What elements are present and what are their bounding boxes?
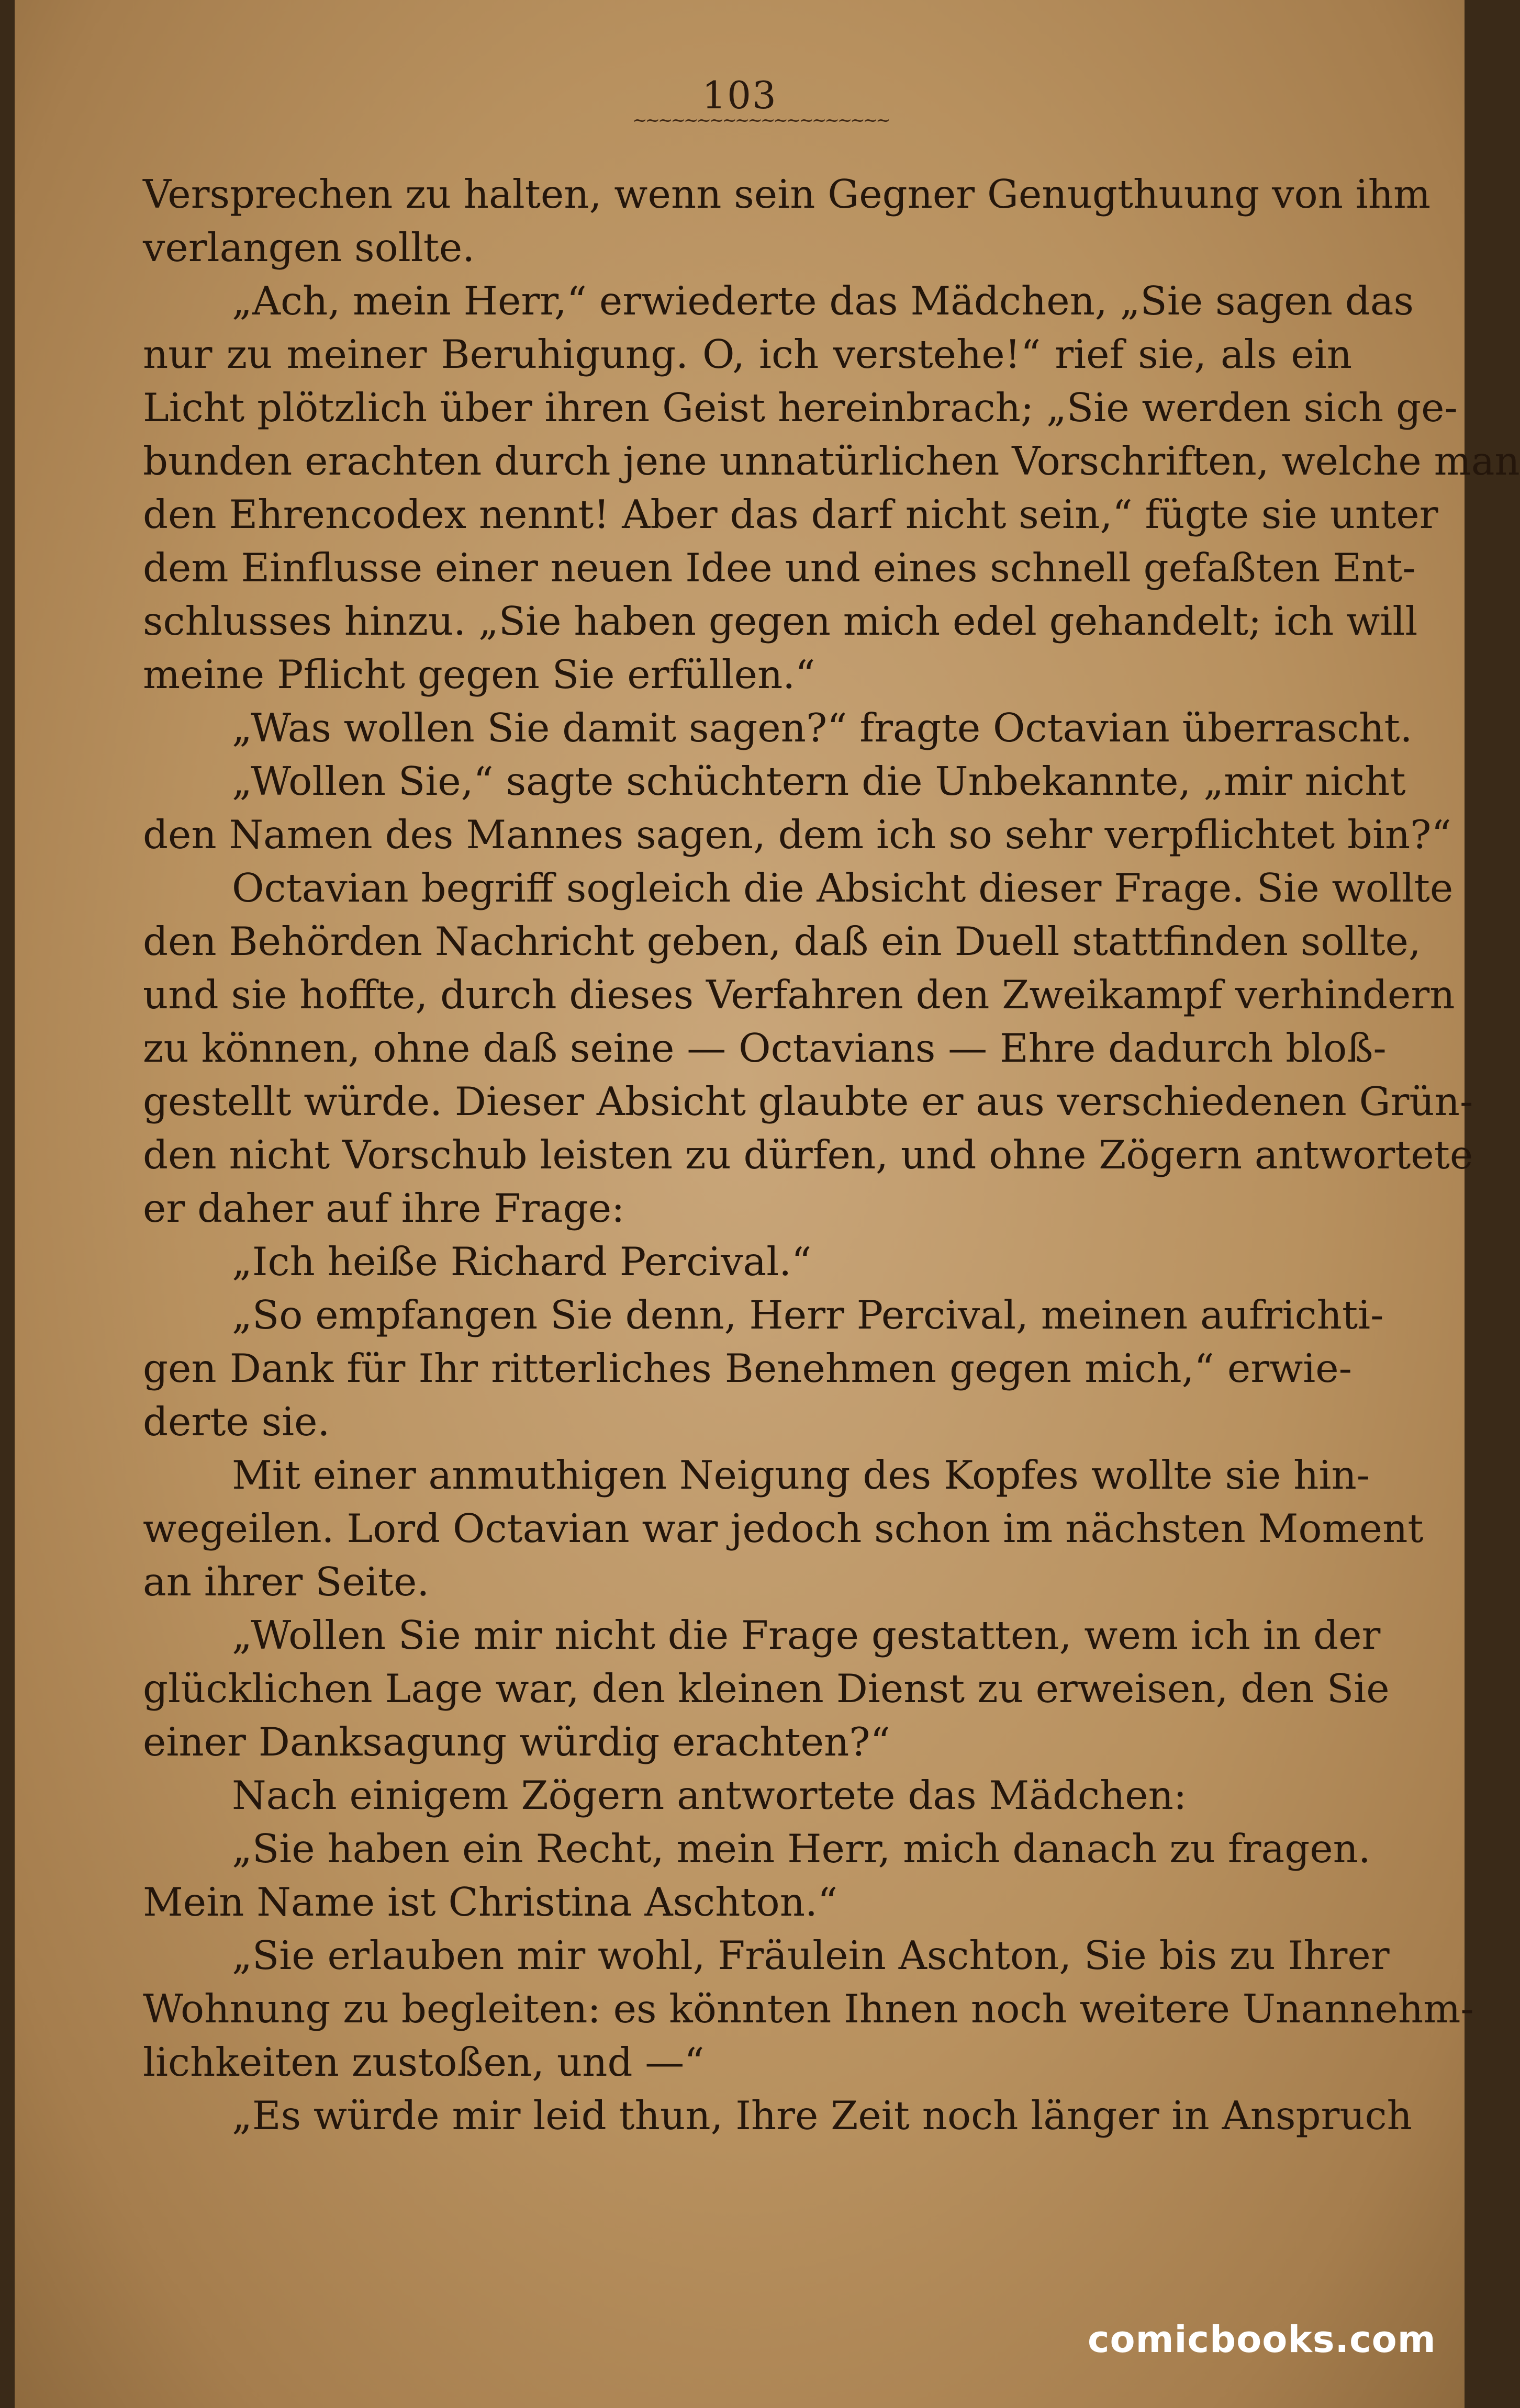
text-line: glücklichen Lage war, den kleinen Dienst zu erweisen, den Sie xyxy=(143,1666,1390,1712)
text-line: einer Danksagung würdig erachten?“ xyxy=(143,1719,890,1765)
text-line: „Ich heiße Richard Percival.“ xyxy=(232,1239,812,1285)
header-ornament: ~~~~~~~~~~~~~~~~~~~~ xyxy=(632,110,889,131)
text-line: den Ehrencodex nennt! Aber das darf nicht sein,“ fügte sie unter xyxy=(143,491,1438,537)
text-line: „Was wollen Sie damit sagen?“ fragte Octavian überrascht. xyxy=(232,705,1413,751)
text-line: gen Dank für Ihr ritterliches Benehmen gegen mich,“ erwie- xyxy=(143,1345,1352,1391)
text-line: den Behörden Nachricht geben, daß ein Duell stattfinden sollte, xyxy=(143,918,1421,964)
text-line: er daher auf ihre Frage: xyxy=(143,1185,625,1231)
text-line: „Es würde mir leid thun, Ihre Zeit noch länger in Anspruch xyxy=(232,2092,1412,2139)
text-line: „Sie haben ein Recht, mein Herr, mich danach zu fragen. xyxy=(232,1826,1371,1872)
page-number: 103 xyxy=(702,73,777,117)
text-line: verlangen sollte. xyxy=(143,224,475,271)
text-line: Wohnung zu begleiten: es könnten Ihnen noch weitere Unannehm- xyxy=(143,1986,1474,2032)
text-line: Versprechen zu halten, wenn sein Gegner Genugthuung von ihm xyxy=(143,171,1431,217)
watermark: comicbooks.com xyxy=(1088,2318,1436,2361)
text-line: nur zu meiner Beruhigung. O, ich verstehe!“ rief sie, als ein xyxy=(143,331,1352,377)
text-line: „Wollen Sie mir nicht die Frage gestatten, wem ich in der xyxy=(232,1612,1381,1658)
text-line: gestellt würde. Dieser Absicht glaubte er aus verschiedenen Grün- xyxy=(143,1078,1473,1124)
book-page xyxy=(15,0,1520,2408)
text-line: bunden erachten durch jene unnatürlichen Vorschriften, welche man xyxy=(143,438,1520,484)
text-line: Nach einigem Zögern antwortete das Mädchen: xyxy=(232,1772,1187,1818)
text-line: zu können, ohne daß seine — Octavians — Ehre dadurch bloß- xyxy=(143,1025,1387,1071)
text-line: wegeilen. Lord Octavian war jedoch schon im nächsten Moment xyxy=(143,1505,1424,1551)
text-line: Licht plötzlich über ihren Geist hereinbrach; „Sie werden sich ge- xyxy=(143,385,1458,431)
text-line: derte sie. xyxy=(143,1399,330,1445)
text-line: schlusses hinzu. „Sie haben gegen mich edel gehandelt; ich will xyxy=(143,598,1418,644)
body-text xyxy=(143,167,1520,2142)
text-line: Mein Name ist Christina Aschton.“ xyxy=(143,1879,838,1925)
text-line: den nicht Vorschub leisten zu dürfen, und ohne Zögern antwortete xyxy=(143,1132,1473,1178)
text-line: lichkeiten zustoßen, und —“ xyxy=(143,2039,705,2085)
text-line: Mit einer anmuthigen Neigung des Kopfes wollte sie hin- xyxy=(232,1452,1370,1498)
text-line: „So empfangen Sie denn, Herr Percival, meinen aufrichti- xyxy=(232,1292,1384,1338)
text-line: dem Einflusse einer neuen Idee und eines schnell gefaßten Ent- xyxy=(143,545,1416,591)
text-line: „Sie erlauben mir wohl, Fräulein Aschton, Sie bis zu Ihrer xyxy=(232,1932,1390,1978)
text-line: „Wollen Sie,“ sagte schüchtern die Unbekannte, „mir nicht xyxy=(232,758,1406,804)
text-line: meine Pflicht gegen Sie erfüllen.“ xyxy=(143,651,815,697)
text-line: „Ach, mein Herr,“ erwiederte das Mädchen, „Sie sagen das xyxy=(232,278,1414,324)
text-line: den Namen des Mannes sagen, dem ich so sehr verpflichtet bin?“ xyxy=(143,812,1451,858)
text-line: an ihrer Seite. xyxy=(143,1559,430,1605)
text-line: Octavian begriff sogleich die Absicht dieser Frage. Sie wollte xyxy=(232,865,1454,911)
text-line: und sie hoffte, durch dieses Verfahren den Zweikampf verhindern xyxy=(143,972,1455,1018)
